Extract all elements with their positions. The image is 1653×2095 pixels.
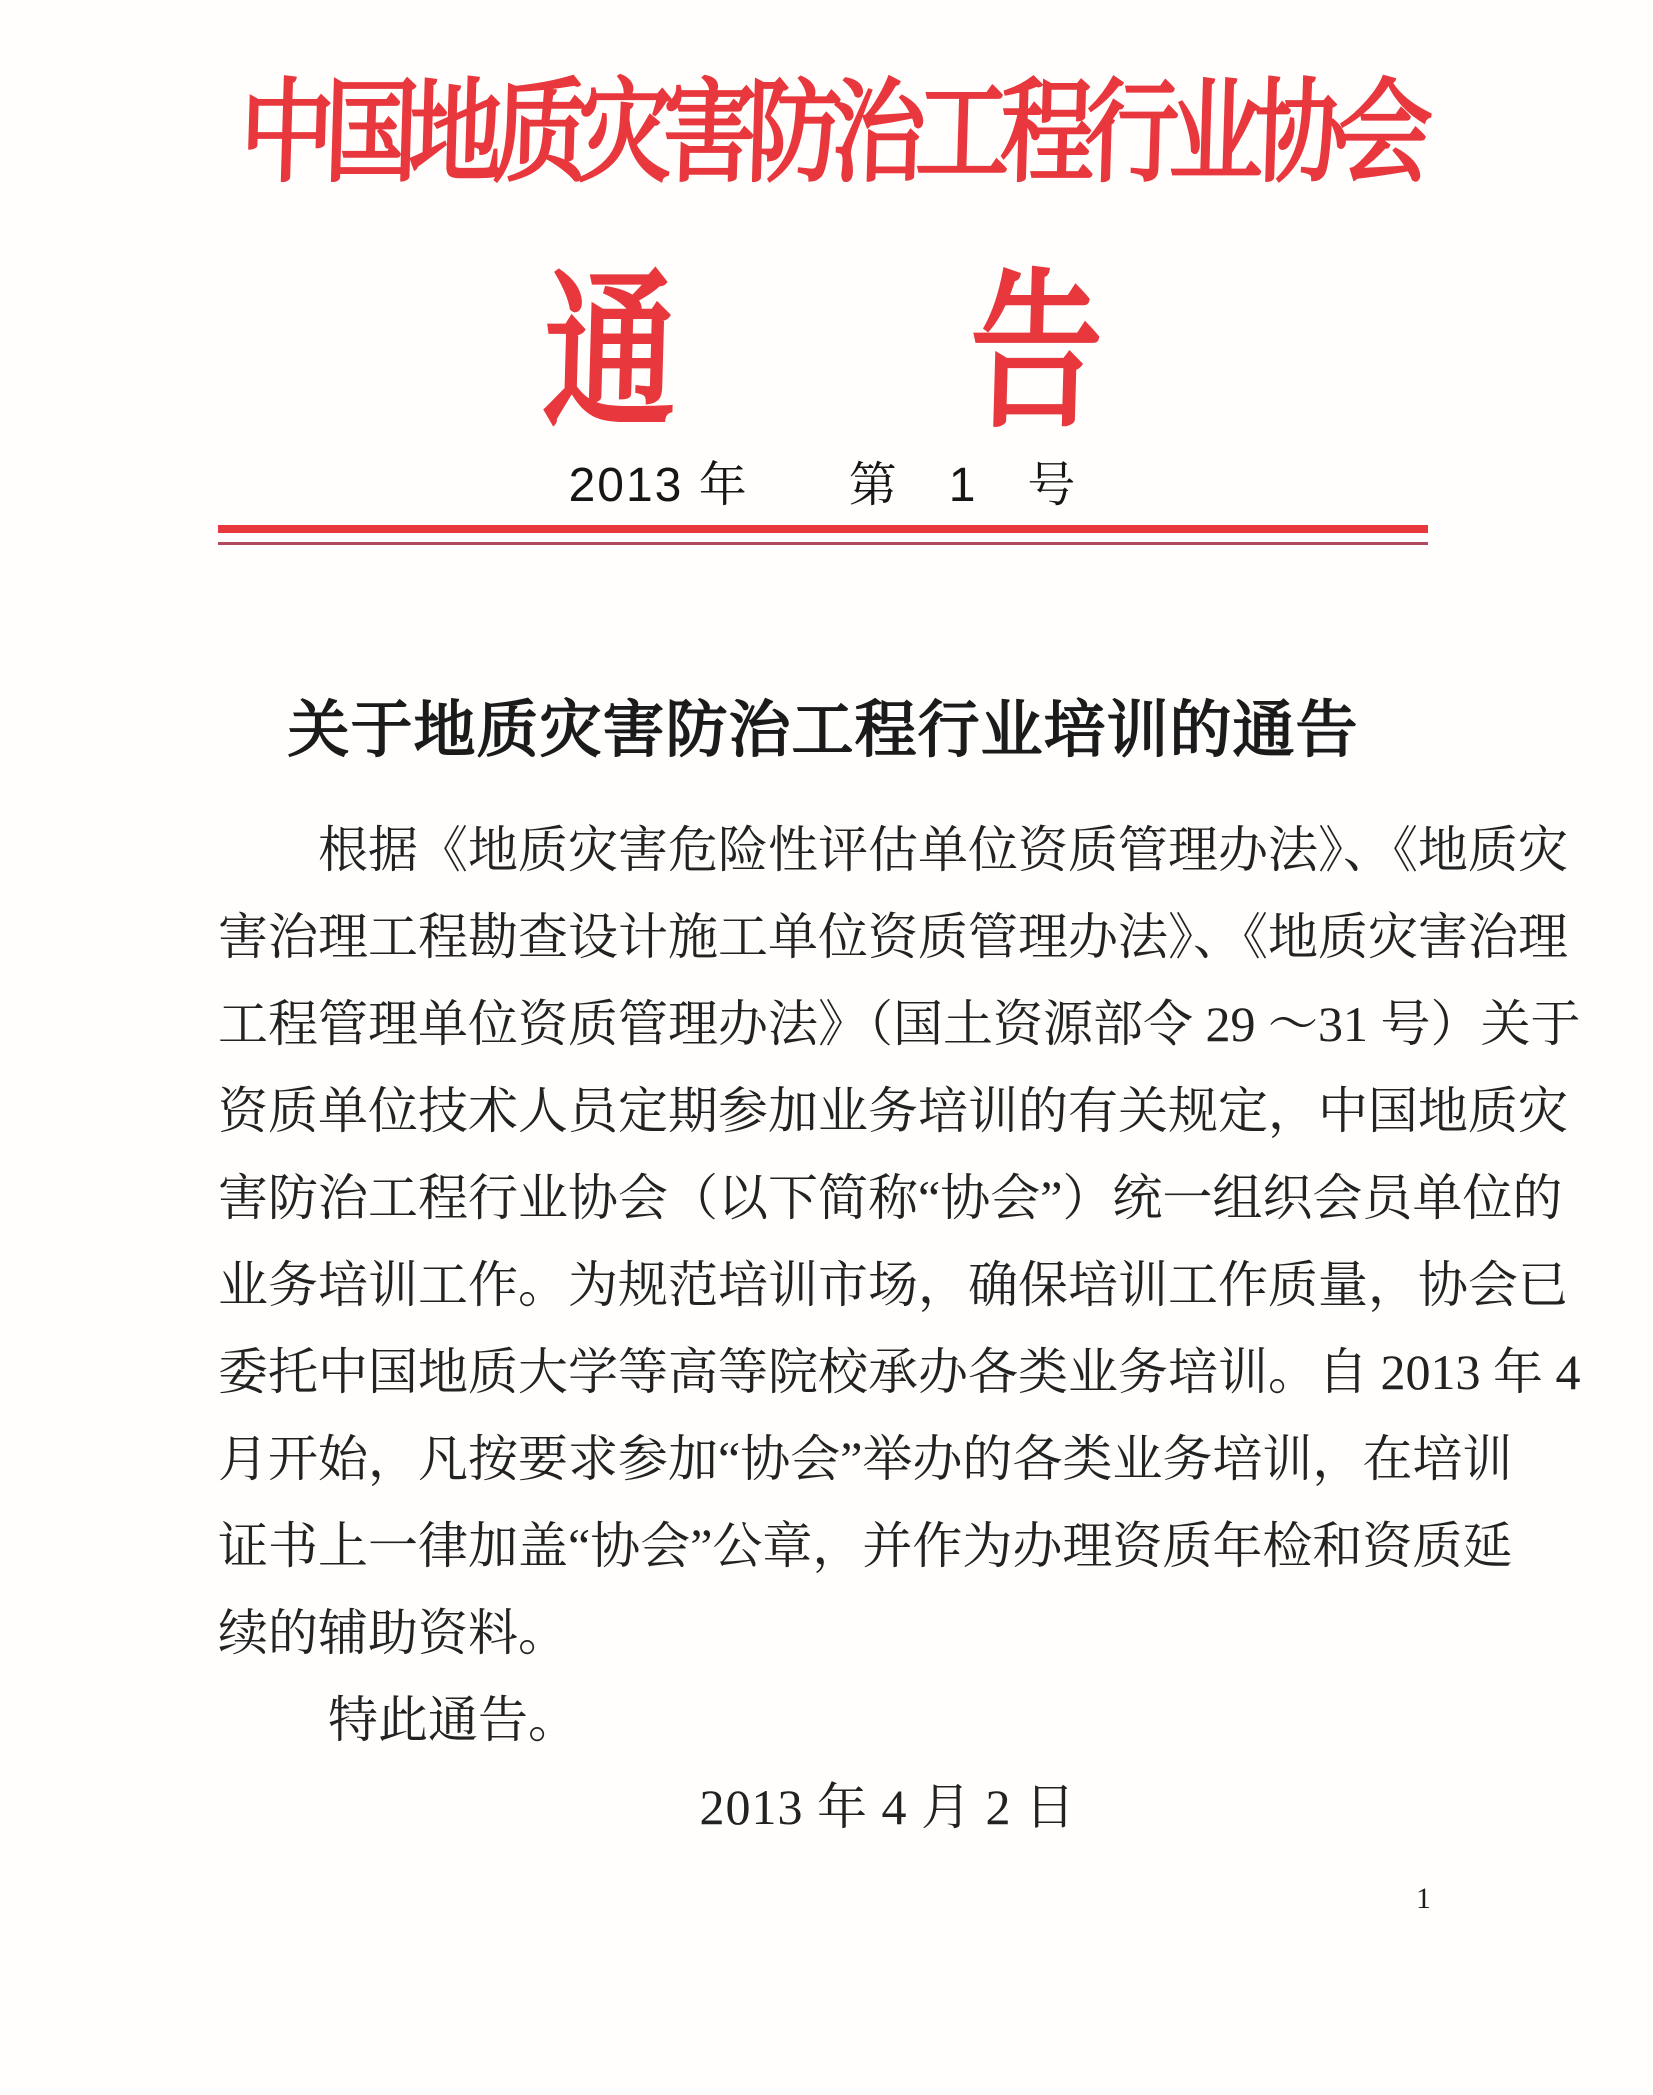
- body-line: 害防治工程行业协会（以下简称“协会”）统一组织会员单位的: [218, 1170, 1563, 1226]
- document-title: 关于地质灾害防治工程行业培训的通告: [287, 697, 1359, 765]
- letterhead: [218, 60, 1428, 545]
- body-line: 委托中国地质大学等高等院校承办各类业务培训。自 2013 年 4: [218, 1344, 1581, 1400]
- body-line: 根据《地质灾害危险性评估单位资质管理办法》、《地质灾: [318, 822, 1568, 878]
- body-line: 证书上一律加盖“协会”公章，并作为办理资质年检和资质延: [218, 1518, 1513, 1574]
- organization-title: 中国地质灾害防治工程行业协会: [238, 72, 1425, 197]
- notice-banner: [218, 260, 1428, 448]
- page-number: 1: [1416, 1882, 1431, 1915]
- red-rule-thin: [218, 542, 1428, 545]
- body-line: 害治理工程勘查设计施工单位资质管理办法》、《地质灾害治理: [218, 909, 1568, 965]
- body-line: 业务培训工作。为规范培训市场，确保培训工作质量，协会已: [218, 1257, 1568, 1313]
- body-line: 月开始，凡按要求参加“协会”举办的各类业务培训，在培训: [218, 1431, 1513, 1487]
- content-column: [218, 60, 1581, 1851]
- body-line: 资质单位技术人员定期参加业务培训的有关规定，中国地质灾: [218, 1083, 1568, 1139]
- issue-number: 2013 年 第 1 号: [568, 459, 1078, 512]
- closing-line: 特此通告。: [328, 1692, 578, 1748]
- body-line: 工程管理单位资质管理办法》（国土资源部令 29 ～31 号）关于: [218, 996, 1581, 1052]
- banner-char-tong: 通: [541, 260, 680, 448]
- banner-char-gao: 告: [966, 260, 1105, 448]
- notice-body: [218, 697, 1581, 1851]
- body-text: [218, 807, 1581, 1851]
- date-line: 2013 年 4 月 2 日: [699, 1779, 1076, 1835]
- body-line: 续的辅助资料。: [218, 1605, 568, 1661]
- red-rule-thick: [218, 525, 1428, 533]
